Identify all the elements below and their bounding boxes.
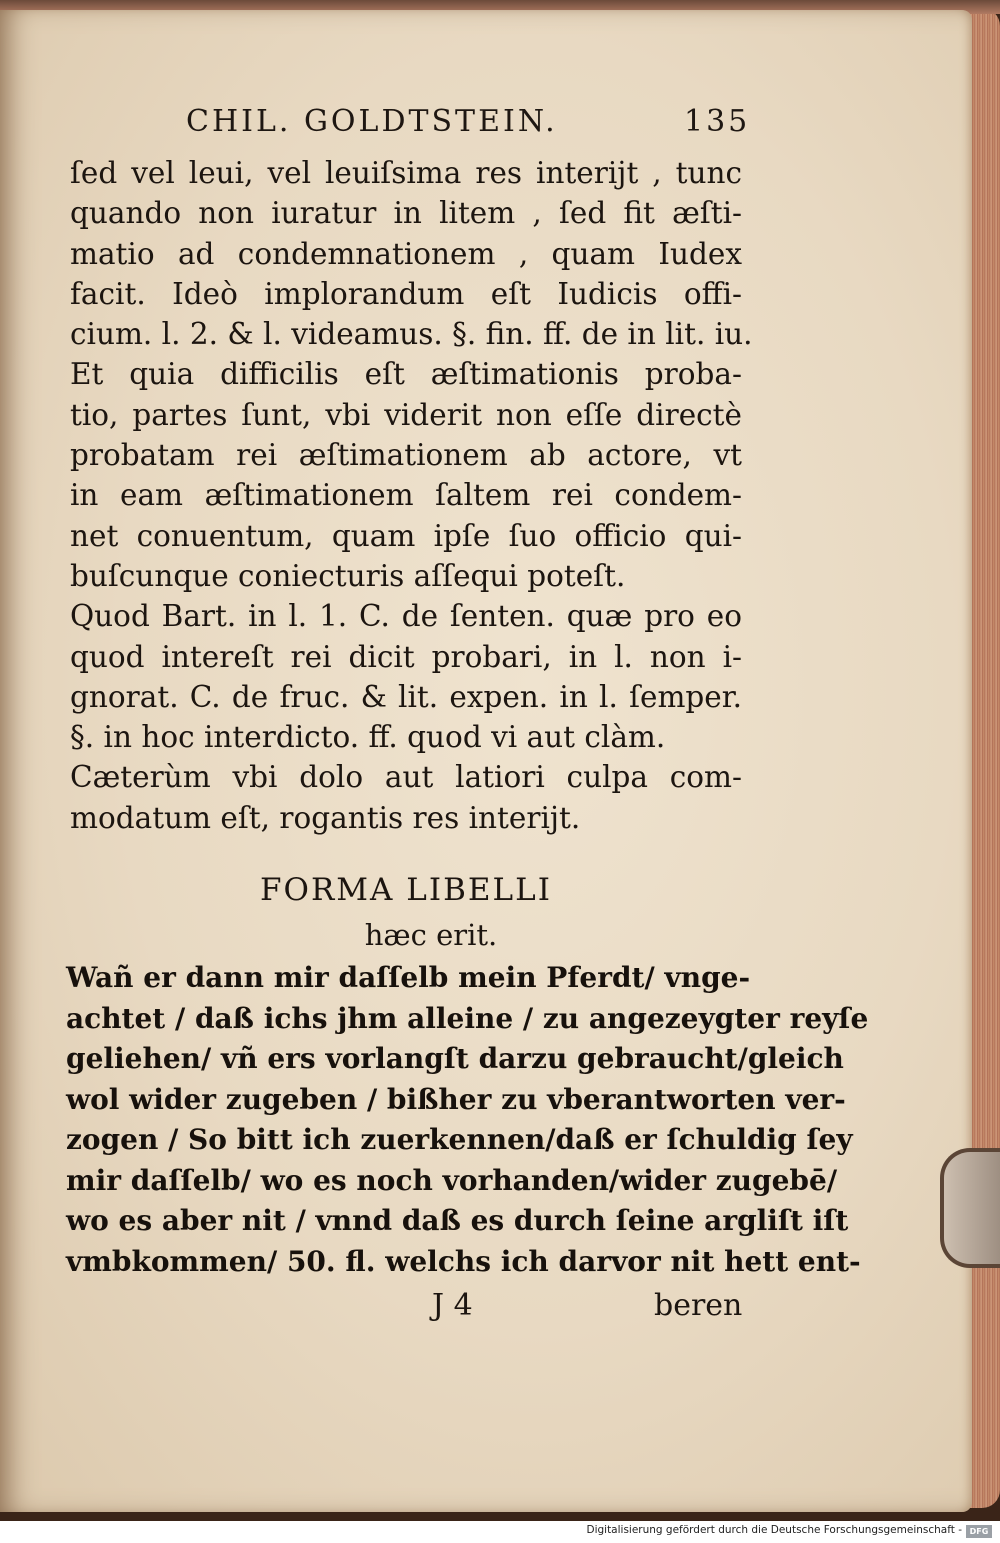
latin-text-block (70, 153, 753, 838)
attribution-bar (0, 1521, 1000, 1543)
clasp-icon (940, 1148, 1000, 1268)
text-line: net conuentum, quam ipſe ſuo officio qui- (70, 518, 742, 553)
text-line: vmbkommen/ 50. fl. welchs ich darvor nit hett ent- (66, 1244, 861, 1278)
page-footer (0, 1288, 1000, 1328)
text-line: wol wider zugeben / bißher zu vberantworten ver- (66, 1082, 846, 1116)
text-line: Cæterùm vbi dolo aut latiori culpa com- (70, 760, 742, 795)
text-line: zogen / So bitt ich zuerkennen/daß er ſchuldig ſey (66, 1123, 853, 1156)
text-line: gnorat. C. de fruc. & lit. expen. in l. ſemper. (70, 679, 742, 714)
signature-mark: J 4 (432, 1288, 473, 1323)
text-line: buſcunque coniecturis aſſequi poteſt. (70, 558, 626, 593)
text-line: matio ad condemnationem , quam Iudex (70, 236, 742, 271)
catchword: beren (654, 1288, 743, 1323)
text-line: quando non iuratur in litem , ſed fit æſti- (70, 196, 742, 231)
dfg-logo: DFG (966, 1525, 992, 1538)
text-line: achtet / daß ichs jhm alleine / zu angezeygter reyſe (66, 1001, 869, 1035)
running-title: CHIL. GOLDTSTEIN. (186, 104, 558, 139)
german-text-block (66, 958, 869, 1282)
text-line: Et quia difficilis eſt æſtimationis proba- (70, 357, 742, 392)
page-number: 135 (684, 104, 751, 139)
text-line: cium. l. 2. & l. videamus. §. fin. ff. de in lit. iu. (70, 317, 753, 352)
text-line: modatum eſt, rogantis res interijt. (70, 800, 581, 835)
text-line: §. in hoc interdicto. ff. quod vi aut clàm. (70, 720, 666, 755)
text-line: in eam æſtimationem ſaltem rei condem- (70, 478, 742, 513)
attribution-text: Digitalisierung gefördert durch die Deutsche Forschungsgemeinschaft - (586, 1524, 962, 1536)
section-subheading: hæc erit. (364, 918, 498, 952)
text-line: Wañ er dann mir daſſelb mein Pferdt/ vnge- (66, 961, 751, 994)
text-line: mir daſſelb/ wo es noch vorhanden/wider zugebē/ (66, 1163, 838, 1197)
text-line: probatam rei æſtimationem ab actore, vt (70, 438, 742, 473)
text-line: wo es aber nit / vnnd daß es durch ſeine argliſt iſt (66, 1204, 849, 1237)
text-line: tio, partes ſunt, vbi viderit non eſſe directè (70, 397, 742, 432)
text-line: geliehen/ vñ ers vorlangſt darzu gebraucht/gleich (66, 1042, 844, 1075)
page-header (186, 104, 751, 144)
text-line: quod intereſt rei dicit probari, in l. non i- (70, 639, 742, 674)
text-line: ſed vel leui, vel leuiſsima res interijt , tunc (70, 156, 742, 190)
section-heading: FORMA LIBELLI (260, 872, 552, 908)
text-line: facit. Ideò implorandum eſt Iudicis offi- (70, 276, 742, 311)
text-line: Quod Bart. in l. 1. C. de ſenten. quæ pro eo (70, 599, 742, 634)
